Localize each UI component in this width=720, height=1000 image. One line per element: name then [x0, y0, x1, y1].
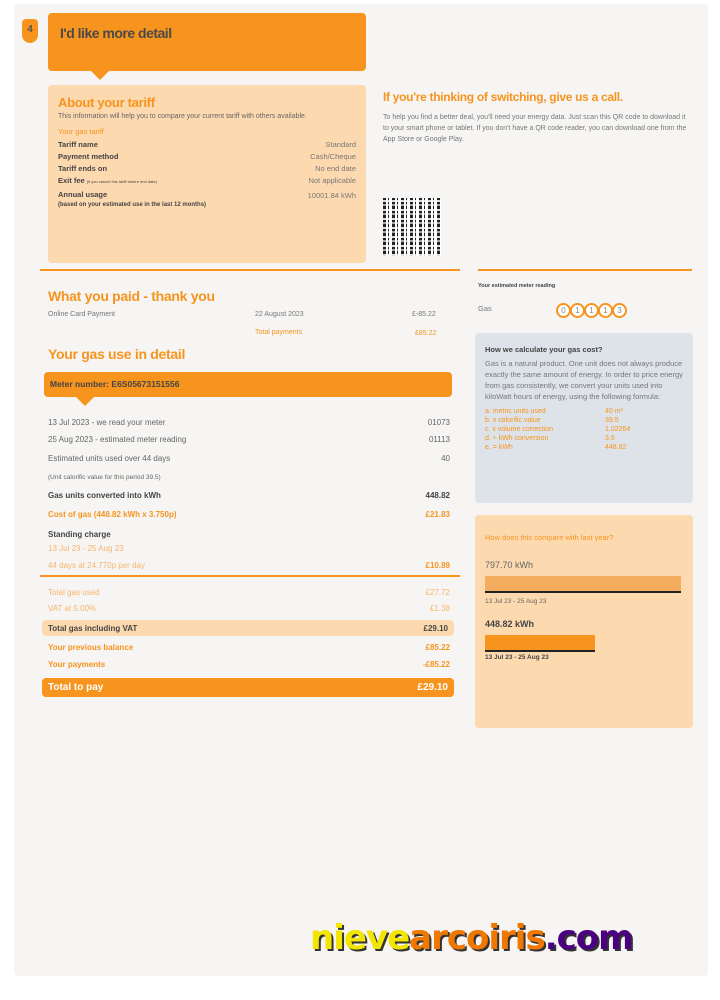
standing-charge-label: Standing charge — [48, 530, 111, 539]
tariff-row: Tariff ends on No end date — [58, 164, 356, 173]
compare-title: How does this compare with last year? — [485, 533, 614, 542]
estimated-reading-title: Your estimated meter reading — [478, 283, 556, 289]
calc-body: Gas is a natural product. One unit does not always produce exactly the same amount of energy. In order to price energy from gas consistently, we convert your units used into kiloWatt hours of energy, using the following formula: — [485, 359, 683, 401]
paid-title: What you paid - thank you — [48, 288, 215, 304]
last-year-bar — [485, 576, 681, 593]
watermark-logo: nievearcoiris.com — [310, 918, 633, 958]
tariff-box — [48, 85, 366, 263]
meter-dial: 1 — [570, 303, 585, 318]
vat-row: VAT at 5.00% £1.38 — [48, 604, 450, 613]
standing-row: 44 days at 24.770p per day £10.89 — [48, 561, 450, 570]
tariff-subtitle: Your gas tariff — [58, 127, 104, 136]
divider — [478, 269, 692, 271]
payments-row: Your payments -£85.22 — [48, 660, 450, 669]
converted-row: Gas units converted into kWh 448.82 — [48, 491, 450, 500]
total-used-row: Total gas used £27.72 — [48, 588, 450, 597]
formula-row: b. x calorific value 39.5 — [485, 417, 619, 424]
tariff-row: Tariff name Standard — [58, 140, 356, 149]
divider — [40, 269, 460, 271]
meter-dial: 1 — [598, 303, 613, 318]
switching-title: If you're thinking of switching, give us a call. — [383, 90, 623, 104]
meter-dials — [556, 300, 626, 318]
calc-title: How we calculate your gas cost? — [485, 345, 603, 354]
meter-dial: 1 — [584, 303, 599, 318]
total-payments-label: Total payments — [255, 329, 303, 336]
section-title: I'd like more detail — [60, 25, 172, 41]
divider — [40, 575, 460, 577]
tariff-title: About your tariff — [58, 95, 155, 110]
this-year-bar — [485, 635, 595, 652]
total-payments-value: £85.22 — [415, 330, 437, 337]
this-year-kwh: 448.82 kWh — [485, 619, 535, 629]
header-pointer — [90, 70, 110, 80]
switching-section — [383, 90, 691, 145]
previous-balance-row: Your previous balance £85.22 — [48, 643, 450, 652]
tariff-intro: This information will help you to compare your current tariff with others available. — [58, 113, 307, 120]
meter-dial: 3 — [612, 303, 627, 318]
formula-row: c. x volume correction 1.02264 — [485, 426, 631, 433]
meter-dial: 0 — [556, 303, 571, 318]
payment-method: Online Card Payment — [48, 311, 115, 318]
payment-date: 22 August 2023 — [255, 311, 304, 318]
comparison-box — [475, 515, 693, 728]
tariff-row-annual: Annual usage (based on your estimated use in the last 12 months) 10001.84 kWh — [58, 190, 356, 208]
formula-row: d. ÷ kWh conversion 3.6 — [485, 435, 615, 442]
tariff-row: Payment method Cash/Cheque — [58, 152, 356, 161]
total-to-pay-row: Total to pay £29.10 — [42, 678, 454, 697]
reading-row: 25 Aug 2023 - estimated meter reading 01113 — [48, 435, 450, 444]
calorific-note: (Unit calorific value for this period 39.5) — [48, 474, 161, 481]
gas-title: Your gas use in detail — [48, 346, 186, 362]
formula-list — [485, 407, 683, 452]
calculation-box — [475, 333, 693, 503]
switching-body: To help you find a better deal, you'll need your energy data. Just scan this QR code to download it to your smart phone or tablet. If you don't have a QR code reader, you can download one from the App Store or Google Play. — [383, 114, 687, 143]
formula-row: e. = kWh 448.82 — [485, 444, 627, 451]
estimated-fuel: Gas — [478, 304, 492, 313]
standing-period: 13 Jul 23 - 25 Aug 23 — [48, 544, 124, 553]
this-year-period: 13 Jul 23 - 25 Aug 23 — [485, 654, 549, 661]
meter-number-bar: Meter number: E6S05673151556 — [44, 372, 452, 397]
tariff-row: Exit fee (if you cancel this tariff before end date) Not applicable — [58, 176, 356, 185]
section-number-badge: 4 — [22, 19, 38, 43]
formula-row: a. metric units used 40 m³ — [485, 408, 623, 415]
last-year-period: 13 Jul 23 - 25 Aug 23 — [485, 598, 547, 605]
meter-pointer — [75, 396, 95, 406]
payment-amount: £-85.22 — [412, 311, 436, 318]
cost-row: Cost of gas (448.82 kWh x 3.750p) £21.83 — [48, 510, 450, 519]
last-year-kwh: 797.70 kWh — [485, 560, 534, 570]
reading-row: 13 Jul 2023 - we read your meter 01073 — [48, 418, 450, 427]
total-incl-vat-row: Total gas including VAT £29.10 — [42, 620, 454, 636]
qr-code[interactable] — [383, 198, 441, 256]
section-header — [48, 13, 366, 71]
units-row: Estimated units used over 44 days 40 — [48, 454, 450, 463]
